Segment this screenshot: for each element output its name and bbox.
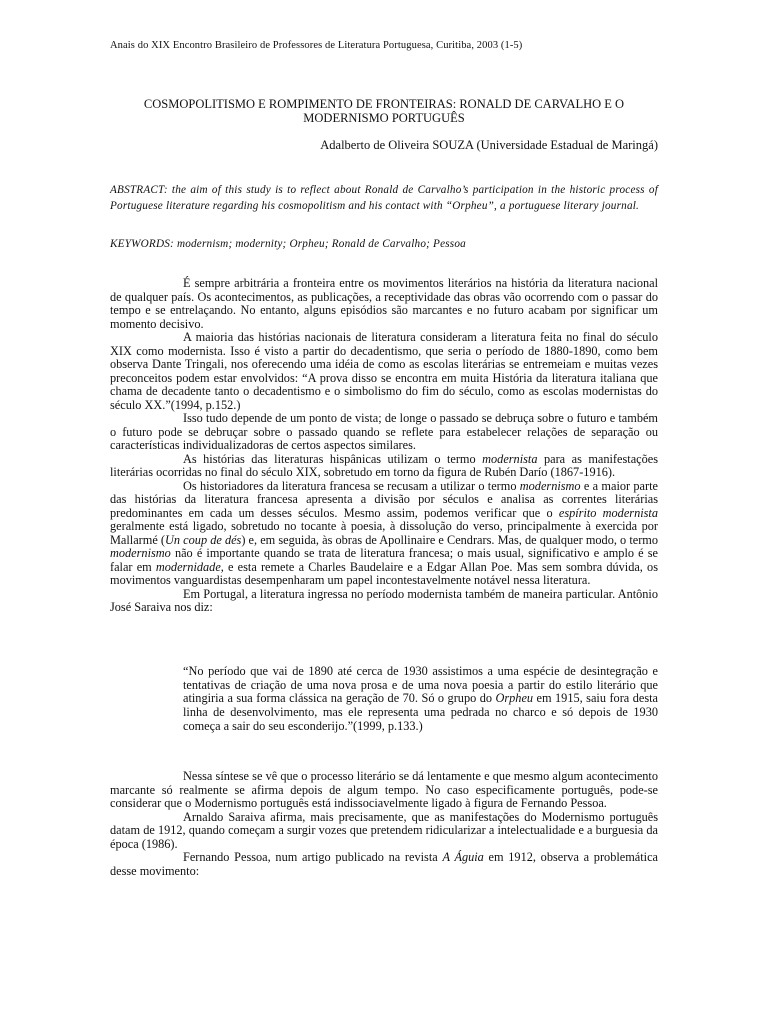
body-text-continued	[110, 770, 658, 878]
paragraph-2: A maioria das histórias nacionais de literatura consideram a literatura feita no final do século XIX como modernista. Isso é visto a partir do decadentismo, que seria o período de 1880-1890, como bem observa Dante Tringali, nos oferecendo uma idéia de como as escolas literárias se entremeiam e muitas vezes preconceitos podem estar envolvidos: “A prova disso se encontra em muita História da literatura italiana que chama de decadente tanto o decadentismo e o simbolismo do fim do século, como as escolas modernistas do século XX.”(1994, p.152.)	[110, 330, 658, 412]
paragraph-6: Em Portugal, a literatura ingressa no período modernista também de maneira particular. Antônio José Saraiva nos diz:	[110, 586, 658, 614]
author-line: Adalberto de Oliveira SOUZA (Universidade Estadual de Maringá)	[320, 138, 658, 152]
paragraph-7: Nessa síntese se vê que o processo literário se dá lentamente e que mesmo algum acontecimento marcante só realmente se afirma depois de algum tempo. No caso especificamente português, pode-se considerar que o Modernismo português está indissociavelmente ligado à figura de Fernando Pessoa.	[110, 769, 658, 810]
paragraph-1: É sempre arbitrária a fronteira entre os movimentos literários na história da literatura nacional de qualquer país. Os acontecimentos, as publicações, a receptividade das obras vão ocorrendo com o passar do tempo e se entrelaçando. No entanto, alguns episódios são marcantes e no futuro acabam por significar um momento decisivo.	[110, 276, 658, 331]
paper-title	[110, 97, 658, 125]
title-line-2: MODERNISMO PORTUGUÊS	[303, 111, 465, 125]
paragraph-3: Isso tudo depende de um ponto de vista; de longe o passado se debruça sobre o futuro e também o futuro pode se debruçar sobre o passado quando se reflete para estabelecer relações de separação ou características individualizadoras de certos aspectos similares.	[110, 411, 658, 452]
paragraph-9: Fernando Pessoa, num artigo publicado na revista A Águia em 1912, observa a problemática desse movimento:	[110, 850, 658, 878]
paragraph-5: Os historiadores da literatura francesa se recusam a utilizar o termo modernismo e a maior parte das histórias da literatura francesa apresenta a divisão por séculos e analisa as correntes literárias predominantes em cada um desses séculos. Mesmo assim, podemos verificar que o espírito modernista geralmente está ligado, sobretudo no tocante à poesia, à dissolução do verso, principalmente à exercida por Mallarmé (Un coup de dés) e, em seguida, às obras de Apollinaire e Cendrars. Mas, de qualquer modo, o termo modernismo não é importante quando se trata de literatura francesa; o mais usual, significativo e amplo é se falar em modernidade, e esta remete a Charles Baudelaire e a Edgar Allan Poe. Mas sem sombra dúvida, os movimentos vanguardistas desempenharam um papel incontestavelmente notável nessa literatura.	[110, 478, 658, 587]
block-quote: “No período que vai de 1890 até cerca de 1930 assistimos a uma espécie de desintegração e tentativas de criação de uma nova prosa e de uma nova poesia a partir do estilo literário que atingiria a sua forma clássica na geração de 70. Só o grupo do Orpheu em 1915, saiu fora desta linha de desenvolvimento, mas ele representa uma pedrada no charco e só depois de 1930 começa a sair do seu esconderijo.”(1999, p.133.)	[183, 664, 658, 733]
running-header: Anais do XIX Encontro Brasileiro de Professores de Literatura Portuguesa, Curitiba, 2003 (1-5)	[110, 40, 523, 51]
body-text	[110, 277, 658, 615]
paragraph-8: Arnaldo Saraiva afirma, mais precisamente, que as manifestações do Modernismo português datam de 1912, quando começam a surgir vozes que pretendem ridicularizar a intelectualidade e a burguesia da época (1986).	[110, 809, 658, 851]
abstract: ABSTRACT: the aim of this study is to reflect about Ronald de Carvalho’s participation in the historic process of Portuguese literature regarding his cosmopolitism and his contact with “Orpheu”, a portuguese literary journal.	[110, 184, 658, 212]
keywords: KEYWORDS: modernism; modernity; Orpheu; Ronald de Carvalho; Pessoa	[110, 238, 466, 250]
paragraph-4: As histórias das literaturas hispânicas utilizam o termo modernista para as manifestações literárias ocorridas no final do século XIX, sobretudo em torno da figura de Rubén Darío (1867-1916).	[110, 451, 658, 479]
title-line-1: COSMOPOLITISMO E ROMPIMENTO DE FRONTEIRAS: RONALD DE CARVALHO E O	[143, 97, 625, 111]
